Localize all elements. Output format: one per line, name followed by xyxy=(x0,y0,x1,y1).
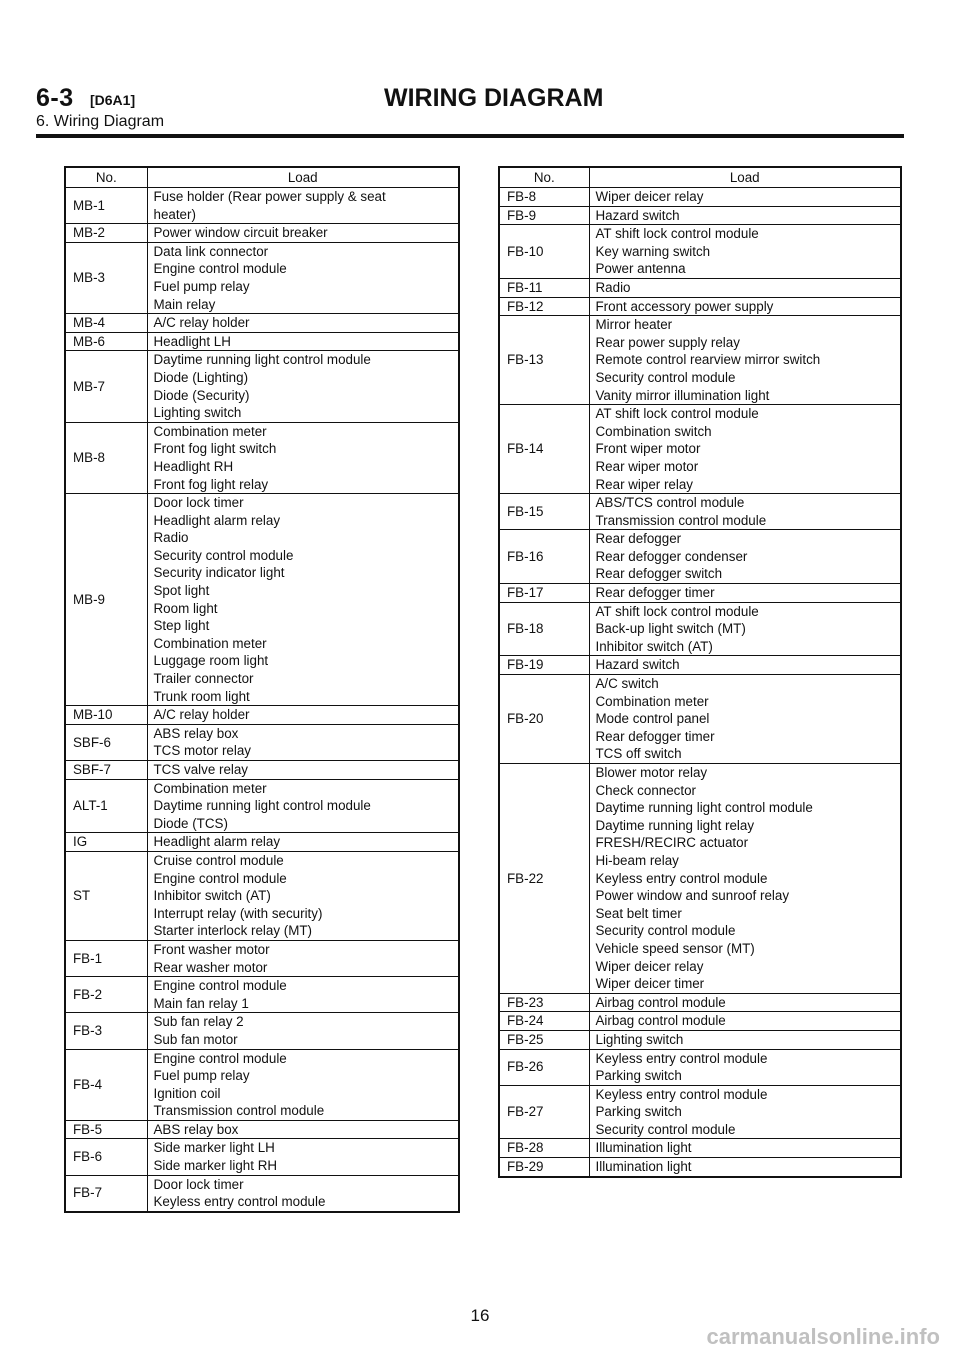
table-row xyxy=(65,761,459,780)
load-item: AT shift lock control module xyxy=(595,226,759,242)
fuse-number: MB-6 xyxy=(65,332,147,351)
load-cell xyxy=(589,188,901,207)
load-cell xyxy=(147,706,459,725)
fuse-number: FB-17 xyxy=(499,584,589,603)
column-header-no: No. xyxy=(499,167,589,188)
load-item: Lighting switch xyxy=(595,1031,684,1047)
table-row xyxy=(65,242,459,313)
table-row xyxy=(499,1139,901,1158)
load-item: Vehicle speed sensor (MT) xyxy=(595,940,755,956)
table-header-row xyxy=(65,167,459,188)
load-item: Fuel pump relay xyxy=(153,1068,250,1084)
load-item: Security indicator light xyxy=(153,565,285,581)
load-item: Daytime running light control module xyxy=(153,352,371,368)
load-cell xyxy=(147,351,459,422)
table-row xyxy=(499,1012,901,1031)
load-cell xyxy=(147,1175,459,1212)
load-item: ABS relay box xyxy=(153,725,239,741)
load-item: Blower motor relay xyxy=(595,765,708,780)
fuse-number: MB-7 xyxy=(65,351,147,422)
load-item: Back-up light switch (MT) xyxy=(595,621,746,637)
table-row xyxy=(65,940,459,976)
table-row xyxy=(499,225,901,279)
fuse-number: ALT-1 xyxy=(65,779,147,833)
load-item: Fuel pump relay xyxy=(153,278,250,294)
load-item: Door lock timer xyxy=(153,495,244,511)
load-item: Seat belt timer xyxy=(595,905,682,921)
fuse-number: FB-14 xyxy=(499,405,589,494)
fuse-number: FB-10 xyxy=(499,225,589,279)
load-item: Daytime running light relay xyxy=(595,817,755,833)
table-row xyxy=(65,724,459,760)
fuse-number: FB-6 xyxy=(65,1139,147,1175)
table-row xyxy=(499,1030,901,1049)
load-cell xyxy=(589,530,901,584)
fuse-number: FB-1 xyxy=(65,940,147,976)
load-item: Combination meter xyxy=(595,693,709,709)
load-item: Rear wiper relay xyxy=(595,476,693,492)
load-item: Front fog light relay xyxy=(153,476,269,492)
load-item: A/C relay holder xyxy=(153,315,250,331)
load-item: Hi-beam relay xyxy=(595,852,679,868)
load-item: Keyless entry control module xyxy=(595,1050,768,1066)
load-item: Door lock timer xyxy=(153,1176,244,1192)
load-cell xyxy=(147,224,459,243)
load-item: Rear defogger timer xyxy=(595,585,715,601)
fuse-number: FB-19 xyxy=(499,656,589,675)
load-item: Power antenna xyxy=(595,261,686,277)
load-item: ABS relay box xyxy=(153,1121,239,1137)
load-cell xyxy=(589,316,901,405)
table-row xyxy=(65,1013,459,1049)
fuse-number: FB-7 xyxy=(65,1175,147,1212)
load-item: Rear washer motor xyxy=(153,959,268,975)
table-row xyxy=(499,675,901,764)
table-row xyxy=(499,206,901,225)
load-cell xyxy=(147,1013,459,1049)
load-item: Rear power supply relay xyxy=(595,334,740,350)
load-item: Diode (Lighting) xyxy=(153,369,249,385)
load-cell xyxy=(589,1139,901,1158)
load-cell xyxy=(589,206,901,225)
load-cell xyxy=(589,1049,901,1085)
load-item: TCS motor relay xyxy=(153,743,251,759)
load-cell xyxy=(589,405,901,494)
load-cell xyxy=(589,993,901,1012)
load-item: Hazard switch xyxy=(595,657,680,673)
load-item: Vanity mirror illumination light xyxy=(595,387,770,403)
watermark: carmanualsonline.info xyxy=(706,1324,940,1349)
load-item: Rear defogger switch xyxy=(595,566,723,582)
page-title: WIRING DIAGRAM xyxy=(384,84,604,112)
load-item: Combination meter xyxy=(153,635,267,651)
fuse-number: MB-2 xyxy=(65,224,147,243)
column-header-no: No. xyxy=(65,167,147,188)
load-item: Combination meter xyxy=(153,423,267,439)
table-row xyxy=(65,332,459,351)
fuse-number: FB-28 xyxy=(499,1139,589,1158)
table-row xyxy=(499,316,901,405)
table-row xyxy=(65,351,459,422)
load-item: Headlight LH xyxy=(153,333,231,349)
fuse-number: MB-8 xyxy=(65,422,147,493)
fuse-number: FB-20 xyxy=(499,675,589,764)
load-cell xyxy=(147,314,459,333)
load-cell xyxy=(147,332,459,351)
load-item: Transmission control module xyxy=(153,1103,325,1119)
table-row xyxy=(499,188,901,207)
load-item: Room light xyxy=(153,600,218,616)
load-item: Step light xyxy=(153,618,210,634)
load-item: Radio xyxy=(153,530,189,546)
table-row xyxy=(499,405,901,494)
load-item: Check connector xyxy=(595,782,696,798)
load-cell xyxy=(589,584,901,603)
load-item: Side marker light LH xyxy=(153,1140,275,1156)
load-item: Daytime running light control module xyxy=(153,798,371,814)
table-row xyxy=(499,297,901,316)
fuse-number: FB-24 xyxy=(499,1012,589,1031)
table-row xyxy=(499,1049,901,1085)
load-cell xyxy=(147,494,459,706)
load-item: Spot light xyxy=(153,583,210,599)
fuse-number: MB-9 xyxy=(65,494,147,706)
table-row xyxy=(65,851,459,940)
load-item: Hazard switch xyxy=(595,207,680,223)
table-row xyxy=(65,1175,459,1212)
fuse-number: ST xyxy=(65,851,147,940)
load-item: Combination switch xyxy=(595,423,712,439)
load-item: Keyless entry control module xyxy=(153,1194,326,1210)
load-table-left xyxy=(64,166,460,1213)
load-cell xyxy=(147,761,459,780)
load-item: AT shift lock control module xyxy=(595,406,759,422)
table-row xyxy=(499,278,901,297)
table-row xyxy=(65,1139,459,1175)
load-item: FRESH/RECIRC actuator xyxy=(595,835,749,851)
fuse-number: FB-22 xyxy=(499,764,589,994)
load-item: Diode (Security) xyxy=(153,387,250,403)
load-table-left-body xyxy=(65,167,459,1212)
fuse-number: MB-3 xyxy=(65,242,147,313)
load-cell xyxy=(589,1158,901,1177)
load-item: Cruise control module xyxy=(153,852,284,868)
load-item: Front washer motor xyxy=(153,941,270,957)
load-item: Parking switch xyxy=(595,1068,682,1084)
load-item: Rear defogger timer xyxy=(595,728,715,744)
load-item: Fuse holder (Rear power supply & seat xyxy=(153,189,386,204)
fuse-number: FB-23 xyxy=(499,993,589,1012)
header-rule xyxy=(36,134,904,138)
fuse-number: FB-26 xyxy=(499,1049,589,1085)
load-item: Sub fan motor xyxy=(153,1031,238,1047)
load-cell xyxy=(589,297,901,316)
fuse-number: FB-15 xyxy=(499,494,589,530)
load-cell xyxy=(147,940,459,976)
load-item: Engine control module xyxy=(153,261,287,277)
load-item: Interrupt relay (with security) xyxy=(153,905,323,921)
fuse-number: FB-16 xyxy=(499,530,589,584)
load-cell xyxy=(147,188,459,224)
load-cell xyxy=(147,422,459,493)
table-row xyxy=(65,188,459,224)
load-item: Front fog light switch xyxy=(153,441,277,457)
table-row xyxy=(65,1049,459,1120)
load-cell xyxy=(147,724,459,760)
load-item: Front accessory power supply xyxy=(595,298,774,314)
load-item: Security control module xyxy=(595,369,736,385)
fuse-number: FB-5 xyxy=(65,1120,147,1139)
load-item: Headlight RH xyxy=(153,458,234,474)
load-item: Illumination light xyxy=(595,1159,692,1175)
load-item: Main relay xyxy=(153,296,216,312)
load-item: Ignition coil xyxy=(153,1085,221,1101)
page-subtitle: 6. Wiring Diagram xyxy=(36,113,165,130)
load-cell xyxy=(147,851,459,940)
fuse-number: MB-10 xyxy=(65,706,147,725)
table-row xyxy=(65,422,459,493)
page-number: 16 xyxy=(470,1306,490,1325)
load-item: Transmission control module xyxy=(595,512,767,528)
table-row xyxy=(499,602,901,656)
load-item: A/C switch xyxy=(595,676,659,692)
fuse-number: FB-29 xyxy=(499,1158,589,1177)
load-item: A/C relay holder xyxy=(153,707,250,723)
load-cell xyxy=(147,977,459,1013)
load-item: Mode control panel xyxy=(595,711,710,727)
load-item: Data link connector xyxy=(153,243,269,259)
load-item: Power window and sunroof relay xyxy=(595,888,790,904)
load-item: Headlight alarm relay xyxy=(153,512,281,528)
load-cell xyxy=(147,1139,459,1175)
table-header-row xyxy=(499,167,901,188)
load-item: Main fan relay 1 xyxy=(153,995,249,1011)
table-row xyxy=(65,314,459,333)
table-row xyxy=(499,1158,901,1177)
load-item: Airbag control module xyxy=(595,1013,726,1029)
fuse-number: FB-9 xyxy=(499,206,589,225)
table-row xyxy=(499,764,901,994)
load-item: Wiper deicer timer xyxy=(595,976,705,992)
load-item: Engine control module xyxy=(153,1050,287,1066)
load-item: Trunk room light xyxy=(153,688,250,704)
load-item: Security control module xyxy=(153,547,294,563)
load-cell xyxy=(147,242,459,313)
table-row xyxy=(65,779,459,833)
table-row xyxy=(499,494,901,530)
load-cell xyxy=(589,494,901,530)
table-row xyxy=(499,584,901,603)
load-cell xyxy=(589,675,901,764)
fuse-number: MB-4 xyxy=(65,314,147,333)
load-item: TCS valve relay xyxy=(153,762,249,777)
load-item: Headlight alarm relay xyxy=(153,834,281,850)
fuse-number: MB-1 xyxy=(65,188,147,224)
load-cell xyxy=(589,1030,901,1049)
load-item: Key warning switch xyxy=(595,243,711,259)
table-row xyxy=(65,1120,459,1139)
table-row xyxy=(65,833,459,852)
fuse-number: FB-11 xyxy=(499,278,589,297)
load-item: Security control module xyxy=(595,923,736,939)
load-cell xyxy=(147,1120,459,1139)
load-cell xyxy=(589,602,901,656)
table-row xyxy=(65,706,459,725)
load-item: Daytime running light control module xyxy=(595,800,813,816)
load-cell xyxy=(147,779,459,833)
load-item: Lighting switch xyxy=(153,405,242,421)
load-item: Inhibitor switch (AT) xyxy=(595,638,713,654)
load-item: Wiper deicer relay xyxy=(595,189,704,204)
load-item: Rear defogger xyxy=(595,531,682,547)
load-cell xyxy=(589,764,901,994)
load-cell xyxy=(589,656,901,675)
load-item: heater) xyxy=(153,206,196,222)
section-number: 6-3 xyxy=(36,84,74,112)
load-item: Parking switch xyxy=(595,1104,682,1120)
table-row xyxy=(499,656,901,675)
load-item: TCS off switch xyxy=(595,746,682,762)
fuse-number: FB-4 xyxy=(65,1049,147,1120)
load-table-right xyxy=(498,166,902,1178)
table-row xyxy=(65,224,459,243)
fuse-number: FB-13 xyxy=(499,316,589,405)
load-item: Power window circuit breaker xyxy=(153,225,328,241)
load-item: Rear wiper motor xyxy=(595,458,699,474)
table-row xyxy=(499,530,901,584)
fuse-number: FB-2 xyxy=(65,977,147,1013)
section-code: [D6A1] xyxy=(90,92,136,108)
load-table-right-body xyxy=(499,167,901,1177)
page-header xyxy=(36,84,904,140)
load-item: AT shift lock control module xyxy=(595,603,759,619)
load-item: Remote control rearview mirror switch xyxy=(595,352,821,368)
load-item: Keyless entry control module xyxy=(595,1086,768,1102)
fuse-number: SBF-6 xyxy=(65,724,147,760)
load-item: Rear defogger condenser xyxy=(595,548,748,564)
load-cell xyxy=(147,833,459,852)
column-header-load: Load xyxy=(589,167,901,188)
load-item: Airbag control module xyxy=(595,994,726,1010)
table-row xyxy=(499,1085,901,1139)
load-item: Mirror heater xyxy=(595,317,673,333)
fuse-number: FB-18 xyxy=(499,602,589,656)
load-item: Combination meter xyxy=(153,780,267,796)
load-item: Starter interlock relay (MT) xyxy=(153,923,312,939)
load-cell xyxy=(589,1012,901,1031)
load-item: Security control module xyxy=(595,1121,736,1137)
load-item: Inhibitor switch (AT) xyxy=(153,888,271,904)
load-cell xyxy=(589,278,901,297)
load-item: Diode (TCS) xyxy=(153,815,228,831)
load-item: Keyless entry control module xyxy=(595,870,768,886)
load-item: Engine control module xyxy=(153,978,287,994)
load-item: Engine control module xyxy=(153,870,287,886)
load-item: Side marker light RH xyxy=(153,1158,278,1174)
load-cell xyxy=(147,1049,459,1120)
fuse-number: FB-3 xyxy=(65,1013,147,1049)
load-item: Sub fan relay 2 xyxy=(153,1014,244,1030)
column-header-load: Load xyxy=(147,167,459,188)
fuse-number: SBF-7 xyxy=(65,761,147,780)
fuse-number: FB-27 xyxy=(499,1085,589,1139)
table-row xyxy=(499,993,901,1012)
load-cell xyxy=(589,1085,901,1139)
fuse-number: FB-12 xyxy=(499,297,589,316)
fuse-number: IG xyxy=(65,833,147,852)
fuse-number: FB-8 xyxy=(499,188,589,207)
fuse-number: FB-25 xyxy=(499,1030,589,1049)
table-row xyxy=(65,494,459,706)
load-item: Radio xyxy=(595,279,631,295)
load-item: ABS/TCS control module xyxy=(595,495,745,511)
load-cell xyxy=(589,225,901,279)
load-item: Wiper deicer relay xyxy=(595,958,704,974)
load-item: Illumination light xyxy=(595,1140,692,1156)
load-item: Luggage room light xyxy=(153,653,269,669)
load-item: Front wiper motor xyxy=(595,441,701,457)
load-item: Trailer connector xyxy=(153,671,254,687)
table-row xyxy=(65,977,459,1013)
